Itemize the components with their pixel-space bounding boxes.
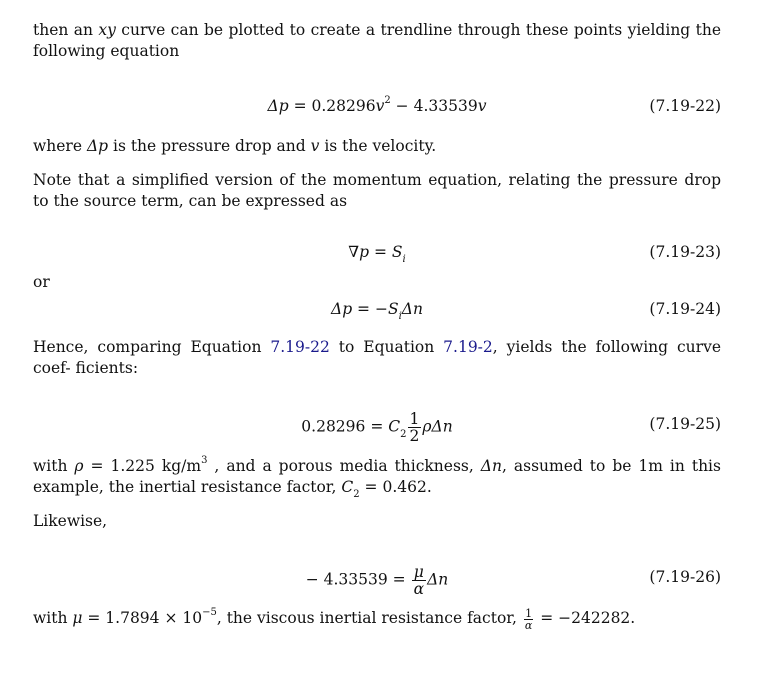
math-delta-n: Δn [427,570,449,589]
paragraph-where [33,136,721,157]
fraction-denominator: α [524,619,533,632]
math-xy: xy [98,21,116,39]
math-text: 0.28296 = [301,417,389,436]
equation-number: (7.19-22) [649,97,721,115]
math-exponent: −5 [202,606,217,618]
text: , assumed to be 1m in this example, the inertial resistance factor, [33,457,721,496]
math-text: = [369,243,392,261]
math-subscript: 2 [353,489,360,501]
math-exponent: 2 [384,94,391,106]
paragraph-hence [33,337,721,379]
math-delta-p: Δp [86,137,109,155]
fraction-denominator: α [413,580,425,598]
text: then an [33,21,99,39]
math-S: S [387,300,399,318]
equation-number: (7.19-25) [649,415,721,433]
fraction-numerator: 1 [409,410,420,428]
math-grad-p: ∇p [348,243,370,261]
text: is the velocity. [319,137,437,155]
equation-number: (7.19-23) [649,243,721,261]
math-C: C [388,417,401,436]
math-subscript: 2 [400,428,407,440]
math-rho: ρ [422,417,432,436]
text: = −242282. [535,609,636,627]
math-rho: ρ [74,457,84,475]
paragraph-likewise: Likewise, [33,512,108,530]
math-inline-fraction [524,608,533,631]
math-delta-n: Δn [480,457,502,475]
equation-number: (7.19-24) [649,300,721,318]
math-text: − 4.33539 [390,97,478,115]
paragraph-with-rho [33,454,721,501]
equation-link-7-19-2[interactable]: 7.19-2 [443,338,493,356]
text: where [33,137,87,155]
math-C: C [341,478,354,496]
paragraph-momentum: Note that a simplified version of the momentum equation, relating the pressure drop to the source term, can be expressed as [33,171,721,210]
fraction-numerator: 1 [525,607,533,620]
math-delta-p: Δp [331,300,353,318]
text: , the viscous inertial resistance factor, [216,609,522,627]
text: = 1.225 kg/m [83,457,202,475]
math-text: − 4.33539 = [305,570,411,589]
paragraph-with-mu [33,608,721,631]
equation-body [33,564,721,597]
equation-body [33,96,721,117]
text: is the pressure drop and [108,137,311,155]
math-delta-p: Δp [267,97,289,115]
text: to Equation [329,338,444,356]
equation-body [33,299,721,323]
fraction-denominator: 2 [409,427,420,445]
equation-number: (7.19-26) [649,568,721,586]
math-S: S [391,243,403,261]
math-text: = − [352,300,388,318]
document-page [33,20,721,631]
math-v: v [310,137,320,155]
text: curve can be plotted to create a trendline through these points yielding the following equation [33,21,721,60]
math-fraction [412,564,426,597]
paragraph-or: or [33,273,50,291]
math-fraction [408,411,422,444]
equation-7-19-22 [33,96,721,120]
equation-7-19-24 [33,299,721,323]
math-v: v [477,97,487,115]
math-subscript: i [398,311,402,323]
math-mu: μ [72,609,83,627]
math-delta-n: Δn [401,300,423,318]
text: , yields the following curve coef- ficients: [33,338,722,377]
fraction-numerator: μ [412,564,426,581]
text: with [33,609,73,627]
math-delta-n: Δn [431,417,453,436]
math-subscript: i [402,254,406,266]
text: , and a porous media thickness, [207,457,481,475]
equation-body [33,242,721,266]
equation-7-19-25 [33,410,721,445]
paragraph-trendline [33,20,721,62]
equation-7-19-26 [33,563,721,598]
math-v: v [375,97,385,115]
text: = 1.7894 × 10 [82,609,203,627]
equation-body [33,411,721,444]
math-text: = 0.28296 [288,97,376,115]
equation-7-19-23 [33,242,721,266]
text: with [33,457,75,475]
math-exponent: 3 [201,454,208,466]
equation-link-7-19-22[interactable]: 7.19-22 [270,338,330,356]
text: = 0.462. [359,478,432,496]
text: Hence, comparing Equation [33,338,271,356]
